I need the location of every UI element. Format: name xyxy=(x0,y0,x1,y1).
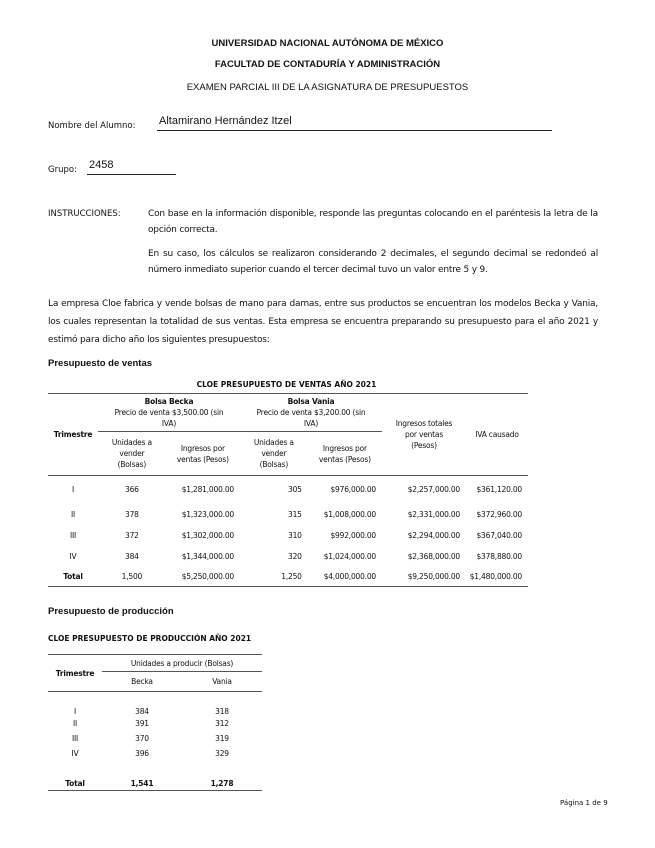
sales-heading: Presupuesto de ventas xyxy=(48,358,153,369)
table-cell: 315 xyxy=(288,509,302,519)
table-cell: I xyxy=(73,706,76,716)
instructions-p2: En su caso, los cálculos se realizaron considerando 2 decimales, el segundo decimal se redondeó al número inmediato superior cuando el tercer decimal tuvo un valor entre 5 y 9. xyxy=(148,249,598,275)
table-cell: II xyxy=(70,509,76,519)
table-row xyxy=(48,504,528,525)
sales-table-title: CLOE PRESUPUESTO DE VENTAS AÑO 2021 xyxy=(196,380,377,389)
col-becka: Becka xyxy=(131,677,153,686)
group-field[interactable]: 2458 xyxy=(87,159,176,175)
col-vania: Vania xyxy=(212,677,232,686)
table-cell: $367,040.00 xyxy=(476,530,522,540)
col-trimestre: Trimestre xyxy=(55,668,95,678)
col-iva: IVA causado xyxy=(475,430,519,439)
table-cell: $9,250,000.00 xyxy=(407,571,460,581)
university-title: UNIVERSIDAD NACIONAL AUTÓNOMA DE MÉXICO xyxy=(211,38,444,49)
table-cell: $5,250,000.00 xyxy=(181,571,234,581)
production-heading: Presupuesto de producción xyxy=(48,606,174,617)
table-cell: 396 xyxy=(135,748,149,758)
table-cell: 320 xyxy=(288,551,302,561)
group-label: Grupo: xyxy=(48,165,77,175)
table-cell: $992,000.00 xyxy=(330,530,376,540)
table-cell: 1,250 xyxy=(281,571,302,581)
table-cell: III xyxy=(71,733,79,743)
table-cell: $2,368,000.00 xyxy=(407,551,460,561)
table-cell: I xyxy=(71,485,74,495)
becka-header: Bolsa Becka xyxy=(144,397,194,406)
table-cell: 1,541 xyxy=(130,779,154,788)
faculty-title: FACULTAD DE CONTADURÍA Y ADMINISTRACIÓN xyxy=(214,59,441,70)
table-cell: $1,480,000.00 xyxy=(469,571,522,581)
table-cell: III xyxy=(69,530,77,540)
sales-table xyxy=(48,393,528,587)
table-row xyxy=(48,476,528,504)
table-cell: $1,302,000.00 xyxy=(181,530,234,540)
name-label: Nombre del Alumno: xyxy=(48,121,136,131)
table-cell: 372 xyxy=(125,530,139,540)
production-table xyxy=(48,654,262,791)
page-number: Página 1 de 9 xyxy=(560,799,608,807)
table-cell: $2,294,000.00 xyxy=(407,530,460,540)
table-cell: Total xyxy=(65,779,85,788)
instructions-p1: Con base en la información disponible, responde las preguntas colocando en el paréntesis la letra de la opción correcta. xyxy=(148,209,598,235)
table-cell: $976,000.00 xyxy=(330,485,376,495)
table-cell: $1,024,000.00 xyxy=(323,551,376,561)
table-cell: 370 xyxy=(135,733,149,743)
table-cell: 1,500 xyxy=(121,571,143,581)
col-units: Unidades a producir (Bolsas) xyxy=(102,655,262,672)
table-row xyxy=(48,716,262,731)
table-cell: 312 xyxy=(215,718,229,728)
table-cell: IV xyxy=(71,748,79,758)
table-cell: 384 xyxy=(135,706,149,716)
table-cell: 319 xyxy=(215,733,229,743)
exam-title: EXAMEN PARCIAL III DE LA ASIGNATURA DE PRESUPUESTOS xyxy=(186,82,469,93)
table-cell: 366 xyxy=(125,485,139,495)
table-row xyxy=(48,567,528,587)
table-cell: 378 xyxy=(125,509,139,519)
table-cell: 384 xyxy=(125,551,139,561)
production-table-title: CLOE PRESUPUESTO DE PRODUCCIÓN AÑO 2021 xyxy=(48,634,252,643)
table-cell: Total xyxy=(63,571,83,581)
col-total-income: Ingresos totales por ventas (Pesos) xyxy=(395,419,453,450)
table-row xyxy=(48,761,262,791)
table-cell: $1,008,000.00 xyxy=(323,509,376,519)
table-cell: $372,960.00 xyxy=(476,509,522,519)
table-cell: $378,880.00 xyxy=(476,551,522,561)
table-row xyxy=(48,731,262,746)
table-cell: 318 xyxy=(215,706,229,716)
table-cell: $2,331,000.00 xyxy=(407,509,460,519)
table-cell: $1,323,000.00 xyxy=(181,509,234,519)
col-vania-income: Ingresos por ventas (Pesos) xyxy=(318,443,371,464)
table-cell: $361,120.00 xyxy=(476,485,522,495)
table-cell: 310 xyxy=(288,530,302,540)
col-becka-income: Ingresos por ventas (Pesos) xyxy=(176,443,229,464)
table-cell: 305 xyxy=(288,485,302,495)
name-field[interactable]: Altamirano Hernández Itzel xyxy=(157,115,552,131)
table-cell: $1,281,000.00 xyxy=(181,485,234,495)
col-vania-units: Unidades a vender (Bolsas) xyxy=(253,438,294,469)
table-cell: 1,278 xyxy=(210,779,234,788)
table-row xyxy=(48,546,528,567)
table-cell: 391 xyxy=(135,718,149,728)
vania-price: Precio de venta $3,200.00 (sin IVA) xyxy=(256,408,366,428)
table-cell: II xyxy=(72,718,78,728)
becka-price: Precio de venta $3,500.00 (sin IVA) xyxy=(114,408,224,428)
instructions-label: INSTRUCCIONES: xyxy=(48,209,121,219)
table-cell: $1,344,000.00 xyxy=(181,551,234,561)
table-cell: IV xyxy=(69,551,77,561)
table-row xyxy=(48,692,262,716)
table-row xyxy=(48,746,262,761)
table-cell: 329 xyxy=(215,748,229,758)
vania-header: Bolsa Vania xyxy=(287,397,335,406)
table-cell: $2,257,000.00 xyxy=(407,485,460,495)
col-trimestre: Trimestre xyxy=(53,430,93,439)
intro-paragraph: La empresa Cloe fabrica y vende bolsas de mano para damas, entre sus productos se encuentran los modelos Becka y Vania, los cuales representan la totalidad de sus ventas. Esta empresa se encuentra preparando su presupuesto para el año 2021 y estimó para dicho año los siguientes presupuestos: xyxy=(48,299,598,345)
col-becka-units: Unidades a vender (Bolsas) xyxy=(111,438,152,469)
table-cell: $4,000,000.00 xyxy=(323,571,376,581)
table-row xyxy=(48,525,528,546)
